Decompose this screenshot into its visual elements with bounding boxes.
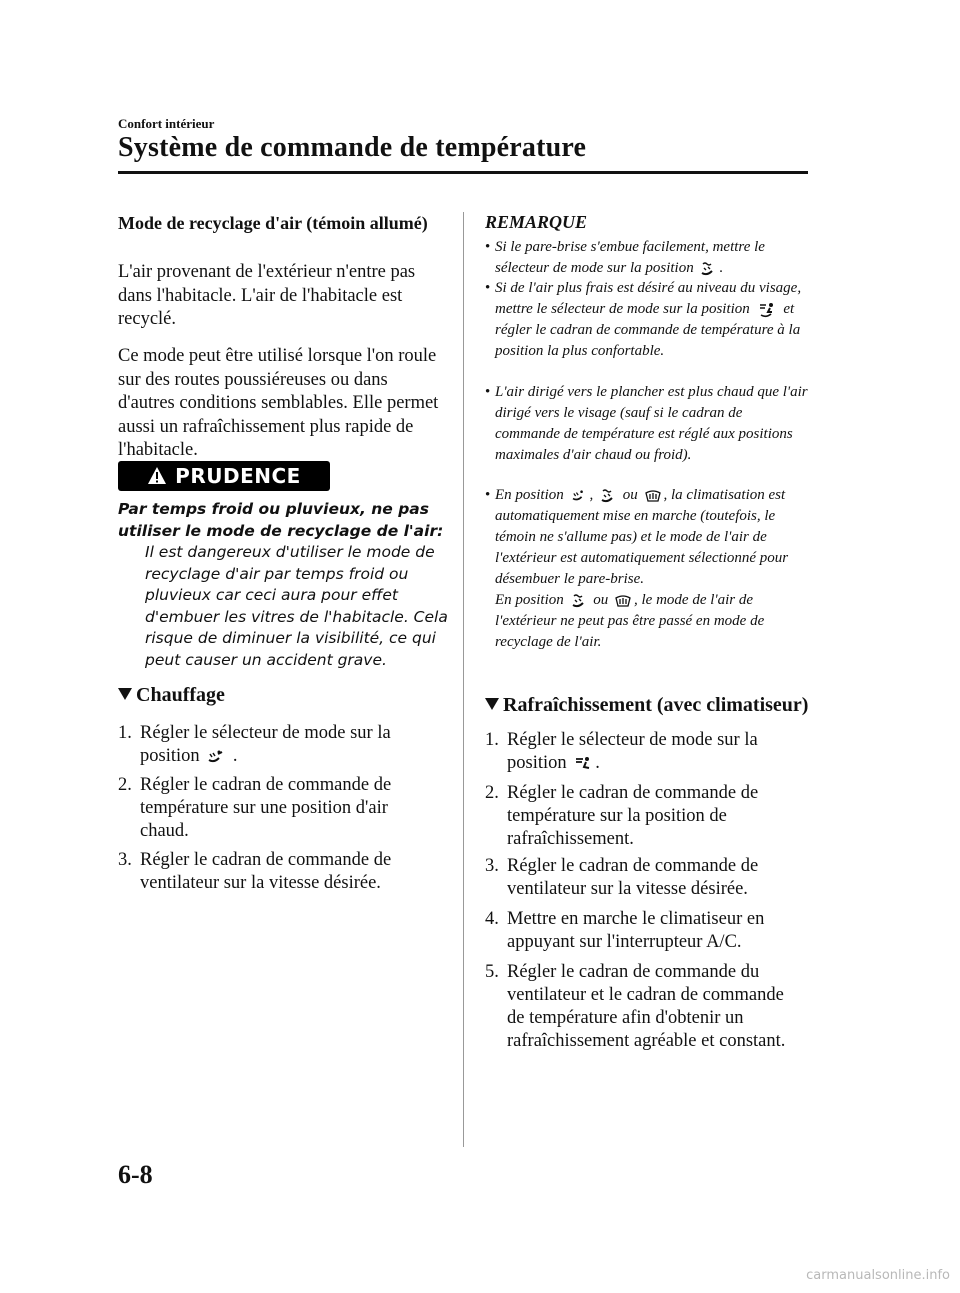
cooling-step-5: 5. Régler le cadran de commande du ventilateur et le cadran de commande de température afin d'obtenir un rafraîchissement agréable et constant. bbox=[485, 962, 786, 1051]
note-item: • L'air dirigé vers le plancher est plus chaud que l'air dirigé vers le visage (sauf si le cadran de commande de température est réglé aux positions maximales d'air chaud ou froid). bbox=[485, 384, 808, 463]
cooling-step-1: 1. Régler le sélecteur de mode sur la position . bbox=[485, 730, 758, 773]
recycle-paragraph-1: L'air provenant de l'extérieur n'entre pas dans l'habitacle. L'air de l'habitacle est recyclé. bbox=[118, 262, 416, 329]
cooling-step-4: 4. Mettre en marche le climatiseur en appuyant sur l'interrupteur A/C. bbox=[485, 909, 765, 952]
page-number: 6-8 bbox=[118, 1160, 153, 1189]
watermark: carmanualsonline.info bbox=[806, 1268, 950, 1283]
caution-label: PRUDENCE bbox=[175, 464, 301, 488]
cooling-step-3: 3. Régler le cadran de commande de ventilateur sur la vitesse désirée. bbox=[485, 856, 759, 899]
cooling-heading: Rafraîchissement (avec climatiseur) bbox=[485, 694, 815, 717]
defrost-floor-icon bbox=[700, 262, 716, 276]
caution-lead: Par temps froid ou pluvieux, ne pas utiliser le mode de recyclage de l'air: bbox=[118, 500, 444, 540]
face-mode-icon bbox=[574, 756, 592, 772]
cooling-step-2: 2. Régler le cadran de commande de température sur la position de rafraîchissement. bbox=[485, 783, 759, 849]
recycle-mode-heading: Mode de recyclage d'air (témoin allumé) bbox=[118, 213, 428, 233]
warning-icon bbox=[147, 466, 167, 486]
section-triangle-icon bbox=[118, 688, 132, 700]
caution-banner bbox=[118, 461, 330, 491]
recycle-paragraph-2: Ce mode peut être utilisé lorsque l'on roule sur des routes poussiéreuses ou dans d'autres conditions semblables. Elle permet aussi un rafraîchissement plus rapide de l'habitacle. bbox=[118, 346, 439, 460]
note-heading: REMARQUE bbox=[485, 212, 588, 232]
floor-mode-icon bbox=[571, 490, 587, 502]
note-item: • Si le pare-brise s'embue facilement, mettre le sélecteur de mode sur la position . bbox=[485, 239, 765, 276]
heating-step-2: 2. Régler le cadran de commande de température sur une position d'air chaud. bbox=[118, 775, 392, 841]
section-triangle-icon bbox=[485, 698, 499, 710]
heating-heading: Chauffage bbox=[118, 684, 448, 707]
heating-step-3: 3. Régler le cadran de commande de ventilateur sur la vitesse désirée. bbox=[118, 850, 392, 893]
caution-body: Il est dangereux d'utiliser le mode de recyclage d'air par temps froid ou pluvieux car ceci aura pour effet d'embuer les vitres de l'habitacle. Cela risque de diminuer la visibilité, ce qui peut causer un accident grave. bbox=[145, 543, 448, 669]
column-divider bbox=[463, 212, 464, 1147]
windshield-defrost-icon bbox=[615, 594, 631, 608]
heating-step-1: 1. Régler le sélecteur de mode sur la position . bbox=[118, 723, 391, 766]
section-label: Confort intérieur bbox=[118, 116, 215, 131]
defrost-floor-icon bbox=[600, 489, 616, 503]
note-item: • En position , ou , la climatisation est automatiquement mise en marche (toutefois, le témoin ne s'allume pas) et le mode de l'air de l'extérieur est automatiquement sélectionné pour désembuer le pare-brise. En position ou , le mode de l'air de l'extérieur ne peut pas être passé en mode de recyclage de l'air. bbox=[485, 487, 789, 650]
floor-mode-icon bbox=[207, 750, 225, 764]
note-item: • Si de l'air plus frais est désiré au niveau du visage, mettre le sélecteur de mode sur la position et régler le cadran de commande de température à la position la plus confortable. bbox=[485, 280, 802, 359]
defrost-floor-icon bbox=[571, 594, 587, 608]
bi-level-mode-icon bbox=[757, 302, 777, 318]
windshield-defrost-icon bbox=[645, 489, 661, 503]
page-title: Système de commande de température bbox=[118, 132, 587, 163]
title-divider bbox=[118, 171, 808, 174]
